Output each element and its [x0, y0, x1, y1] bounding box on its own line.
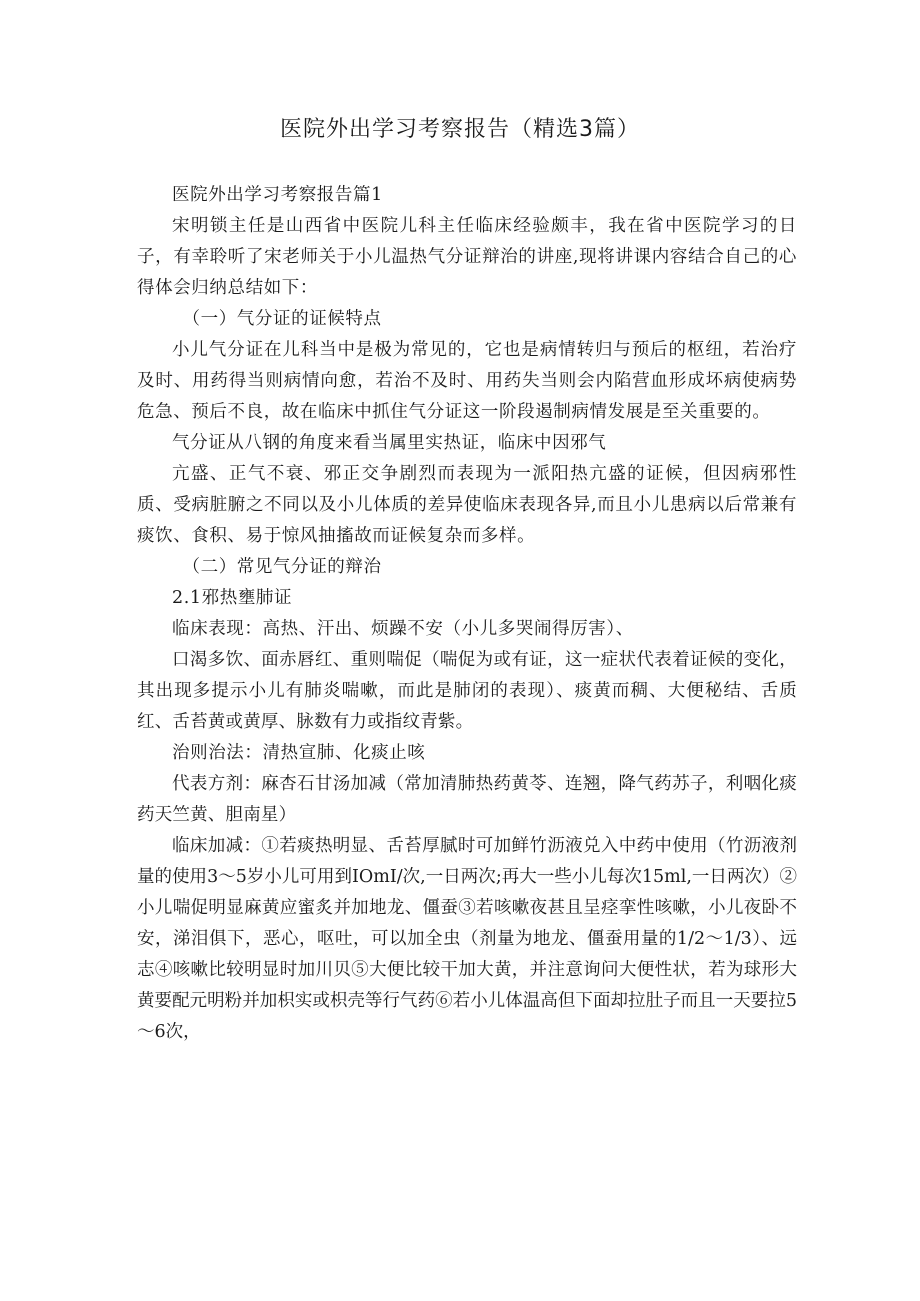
subsection-heading: （二）常见气分证的辩治 — [182, 557, 382, 577]
document-body — [137, 180, 797, 1048]
paragraph: 口渴多饮、面赤唇红、重则喘促（喘促为或有证，这一症状代表着证候的变化，其出现多提示小儿有肺炎喘嗽，而此是肺闭的表现）、痰黄而稠、大便秘结、舌质红、舌苔黄或黄厚、脉数有力或指纹青紫。 — [137, 650, 797, 732]
paragraph: 小儿气分证在儿科当中是极为常见的，它也是病情转归与预后的枢纽，若治疗及时、用药得当则病情向愈，若治不及时、用药失当则会内陷营血形成坏病使病势危急、预后不良，故在临床中抓住气分证这一阶段遏制病情发展是至关重要的。 — [137, 340, 797, 422]
subsection-heading: 2.1邪热壅肺证 — [172, 588, 293, 608]
paragraph: 代表方剂：麻杏石甘汤加减（常加清肺热药黄苓、连翘，降气药苏子，利咽化痰药天竺黄、胆南星） — [137, 774, 797, 825]
subsection-heading: （一）气分证的证候特点 — [182, 309, 382, 329]
section-heading: 医院外出学习考察报告篇1 — [172, 185, 383, 205]
paragraph: 亢盛、正气不衰、邪正交争剧烈而表现为一派阳热亢盛的证候，但因病邪性质、受病脏腑之不同以及小儿体质的差异使临床表现各异,而且小儿患病以后常兼有痰饮、食积、易于惊风抽搐故而证候复杂而多样。 — [137, 464, 797, 546]
paragraph: 宋明锁主任是山西省中医院儿科主任临床经验颇丰，我在省中医院学习的日子，有幸聆听了宋老师关于小儿温热气分证辩治的讲座,现将讲课内容结合自己的心得体会归纳总结如下： — [137, 216, 797, 298]
paragraph: 治则治法：清热宣肺、化痰止咳 — [172, 743, 426, 763]
paragraph: 气分证从八钢的角度来看当属里实热证，临床中因邪气 — [172, 433, 607, 453]
document-title: 医院外出学习考察报告（精选3篇） — [280, 117, 640, 142]
paragraph: 临床表现：高热、汗出、烦躁不安（小儿多哭闹得厉害）、 — [172, 619, 634, 639]
paragraph: 临床加减：①若痰热明显、舌苔厚腻时可加鲜竹沥液兑入中药中使用（竹沥液剂量的使用3～5岁小儿可用到IOmI/次,一日两次;再大一些小儿每次15ml,一日两次）②小儿喘促明显麻黄应蜜炙并加地龙、僵蚕③若咳嗽夜甚且呈痉挛性咳嗽，小儿夜卧不安，涕泪俱下，恶心，呕吐，可以加全虫（剂量为地龙、僵蚕用量的1/2～1/3）、远志④咳嗽比较明显时加川贝⑤大便比较干加大黄，并注意询问大便性状，若为球形大黄要配元明粉并加枳实或枳壳等行气药⑥若小儿体温高但下面却拉肚子而且一天要拉5～6次， — [137, 836, 797, 1042]
